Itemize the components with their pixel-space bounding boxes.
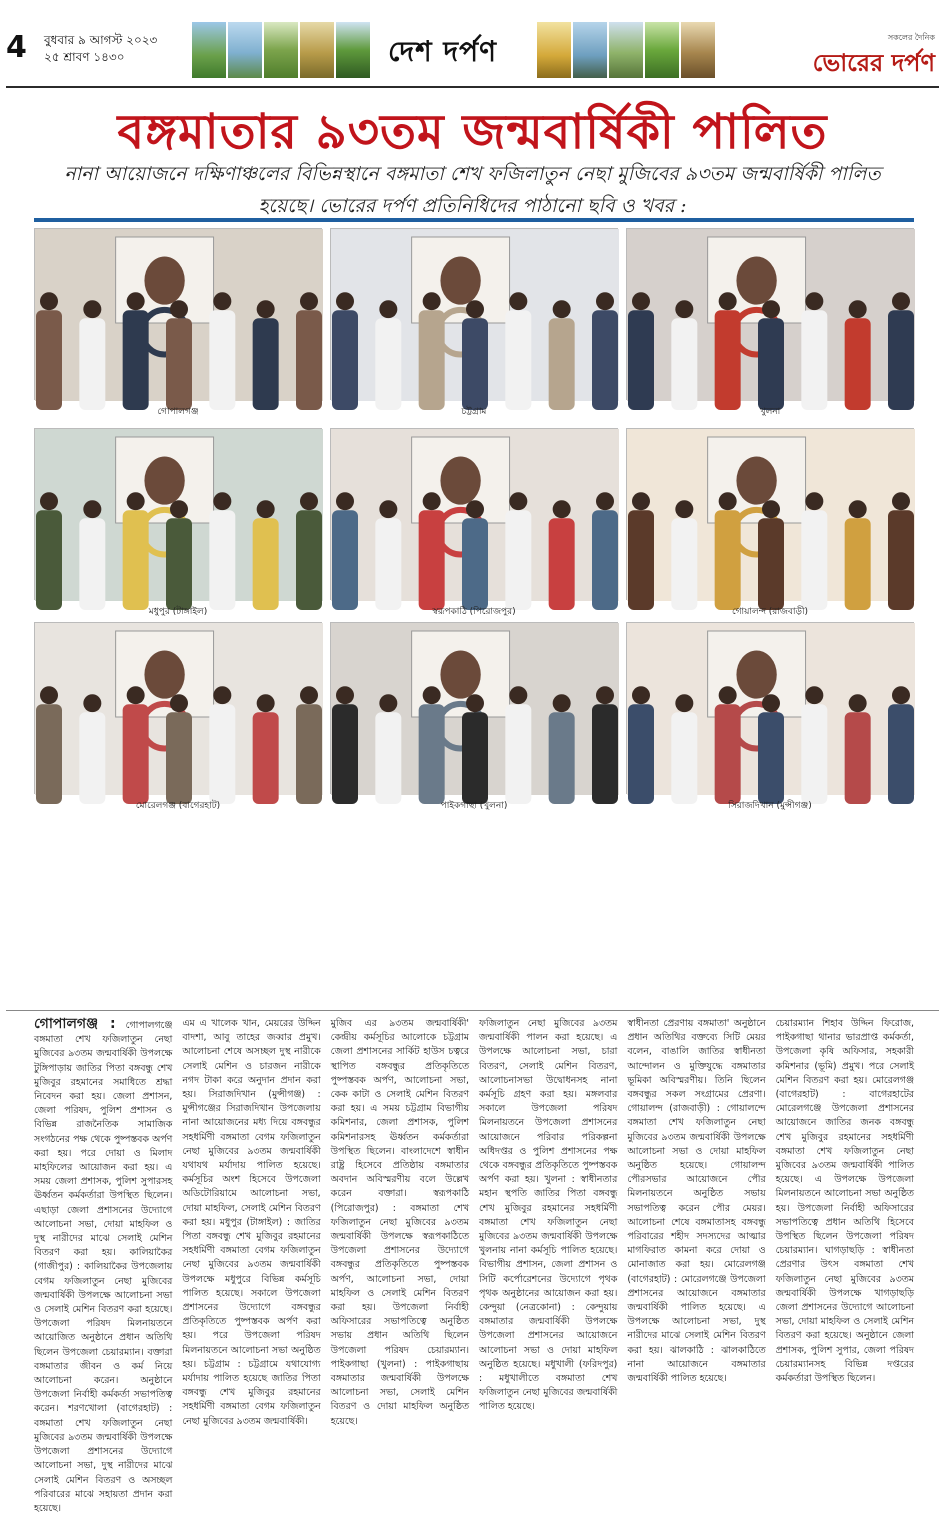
news-photo xyxy=(330,622,618,794)
brand-logo xyxy=(813,32,935,85)
date-gregorian: বুধবার ৯ আগস্ট ২০২৩ xyxy=(44,33,158,47)
body-rule xyxy=(6,1010,939,1011)
header-rule xyxy=(6,86,939,88)
header-photo-fishing xyxy=(573,22,607,78)
date-bangla: ২৫ শ্রাবণ ১৪৩০ xyxy=(44,50,125,64)
photo-caption: পাইকগাছা (খুলনা) xyxy=(440,801,508,811)
brand-name: ভোরের দর্পণ xyxy=(812,48,935,77)
header-photo-river xyxy=(228,22,262,78)
photo-caption: মধুপুর (টাঙ্গাইল) xyxy=(148,607,208,617)
deck: নানা আয়োজনে দক্ষিণাঞ্চলের বিভিন্নস্থানে বঙ্গমাতা শেখ ফজিলাতুন নেছা মুজিবের ৯৩তম জন্মবার্ষিকী পালিত হয়েছে। ভোরের দর্পণ প্রতিনিধিদের পাঠানো ছবি ও খবর : xyxy=(64,163,881,217)
header-photo-market xyxy=(681,22,715,78)
brand-tagline: সকলের দৈনিক xyxy=(887,33,935,42)
news-photo xyxy=(626,622,914,794)
section-title: দেশ দর্পণ xyxy=(388,35,498,68)
column-text: ফজিলাতুন নেছা মুজিবের ৯৩তম জন্মবার্ষিকী পালন করা হয়েছে। এ উপলক্ষে আলোচনা সভা, চারা বিতরণ, সেলাই মেশিন বিতরণ, আলোচনাসভা উদ্বোধনসহ নানা কর্মসূচি গ্রহণ করা হয়। মঙ্গলবার সকালে উপজেলা পরিষদ মিলনায়তনে উপজেলা প্রশাসনের আয়োজনে পরিবার পরিকল্পনা অধিদপ্তর ও পুলিশ প্রশাসনের পক্ষ থেকে বঙ্গবন্ধুর প্রতিকৃতিতে পুষ্পস্তবক অর্পণ করা হয়। খুলনা : স্বাধীনতার মহান স্থপতি জাতির পিতা বঙ্গবন্ধু শেখ মুজিবুর রহমানের সহধর্মিণী বঙ্গমাতা শেখ ফজিলাতুন নেছা মুজিবের ৯৩তম জন্মবার্ষিকী উপলক্ষে খুলনায় নানা কর্মসূচি পালিত হয়েছে। বিভাগীয় প্রশাসন, জেলা প্রশাসন ও সিটি কর্পোরেশনের উদ্যোগে পৃথক পৃথক অনুষ্ঠানের আয়োজন করা হয়। কেন্দুয়া (নেত্রকোনা) : কেন্দুয়ায় বঙ্গমাতার জন্মবার্ষিকী উপলক্ষে উপজেলা প্রশাসনের আয়োজনে আলোচনা সভা ও দোয়া মাহফিল অনুষ্ঠিত হয়েছে। মধুখালী (ফরিদপুর) : মধুখালীতে বঙ্গমাতা শেখ ফজিলাতুন নেছা মুজিবের জন্মবার্ষিকী পালিত হয়েছে। xyxy=(478,1018,618,1413)
headline: বঙ্গমাতার ৯৩তম জন্মবার্ষিকী পালিত xyxy=(117,104,828,160)
masthead xyxy=(0,0,945,86)
news-photo xyxy=(34,428,322,600)
header-photo-strip-left xyxy=(192,22,370,78)
column-text: এম এ খালেক খান, মেয়রের উদ্দিন বাদশা, আবু তাহের জব্বার প্রমুখ। আলোচনা শেষে অসচ্ছল দুস্থ নারীকে সেলাই মেশিন ও চারজন নারীকে নগদ টাকা করে অনুদান প্রদান করা হয়। সিরাজদিখান (মুন্সীগঞ্জ) : মুন্সীগঞ্জের সিরাজদিখান উপজেলায় নানা আয়োজনের মধ্য দিয়ে বঙ্গবন্ধুর সহধর্মিণী বঙ্গমাতা বেগম ফজিলাতুন নেছা মুজিবের ৯৩তম জন্মবার্ষিকী যথাযথ মর্যাদায় পালিত হয়েছে। কর্মসূচির অংশ হিসেবে উপজেলা অডিটোরিয়ামে আলোচনা সভা, দোয়া মাহফিল, সেলাই মেশিন বিতরণ করা হয়। মধুপুর (টাঙ্গাইল) : জাতির পিতা বঙ্গবন্ধু শেখ মুজিবুর রহমানের সহধর্মিণী বঙ্গমাতা বেগম ফজিলাতুন নেছা মুজিবের ৯৩তম জন্মবার্ষিকী উপলক্ষে মধুপুরে বিভিন্ন কর্মসূচি পালিত হয়েছে। সকালে উপজেলা প্রশাসনের উদ্যোগে বঙ্গবন্ধুর প্রতিকৃতিতে পুষ্পস্তবক অর্পণ করা হয়। পরে উপজেলা পরিষদ মিলনায়তনে আলোচনা সভা অনুষ্ঠিত হয়। চট্টগ্রাম : চট্টগ্রামে যথাযোগ্য মর্যাদায় পালিত হয়েছে জাতির পিতা বঙ্গবন্ধু শেখ মুজিবুর রহমানের সহধর্মিণী বঙ্গমাতা বেগম ফজিলাতুন নেছা মুজিবের ৯৩তম জন্মবার্ষিকী। xyxy=(182,1018,321,1427)
header-photo-grain xyxy=(537,22,571,78)
article-body xyxy=(34,1016,914,1514)
column-text: মুজিব এর ৯৩তম জন্মবার্ষিকী' কেন্দ্রীয় কর্মসূচির আলোকে চট্টগ্রাম জেলা প্রশাসনের সার্কিট হাউস চত্বরে স্থাপিত বঙ্গবন্ধুর প্রতিকৃতিতে পুষ্পস্তবক অর্পণ, আলোচনা সভা, কেক কাটা ও সেলাই মেশিন বিতরণ করা হয়। এ সময় চট্টগ্রাম বিভাগীয় কমিশনার, জেলা প্রশাসক, পুলিশ কমিশনারসহ ঊর্ধ্বতন কর্মকর্তারা উপস্থিত ছিলেন। বাংলাদেশে স্বাধীন রাষ্ট্র হিসেবে প্রতিষ্ঠায় বঙ্গমাতার অবদান অবিস্মরণীয় বলে উল্লেখ করেন বক্তারা। স্বরূপকাঠি (পিরোজপুর) : বঙ্গমাতা শেখ ফজিলাতুন নেছা মুজিবের ৯৩তম জন্মবার্ষিকী উপলক্ষে স্বরূপকাঠিতে উপজেলা প্রশাসনের উদ্যোগে বঙ্গবন্ধুর প্রতিকৃতিতে পুষ্পস্তবক অর্পণ, আলোচনা সভা, দোয়া মাহফিল ও সেলাই মেশিন বিতরণ করা হয়। উপজেলা নির্বাহী অফিসারের সভাপতিত্বে অনুষ্ঠিত সভায় প্রধান অতিথি ছিলেন উপজেলা পরিষদ চেয়ারম্যান। পাইকগাছা (খুলনা) : পাইকগাছায় বঙ্গমাতার জন্মবার্ষিকী উপলক্ষে আলোচনা সভা, সেলাই মেশিন বিতরণ ও দোয়া মাহফিল অনুষ্ঠিত হয়েছে। xyxy=(330,1018,469,1427)
accent-bar xyxy=(34,218,914,222)
photo-caption: মোরেলগঞ্জ (বাগেরহাট) xyxy=(135,801,221,811)
news-photo xyxy=(626,228,914,400)
dateline xyxy=(44,32,157,66)
article-column xyxy=(479,1017,617,1447)
header-photo-fruit xyxy=(645,22,679,78)
article-column xyxy=(627,1017,765,1447)
photo-caption: গোপালগঞ্জ xyxy=(157,407,199,417)
article-column xyxy=(776,1017,914,1447)
article-column xyxy=(182,1017,320,1447)
article-column xyxy=(331,1017,469,1447)
photo-caption: খুলনা xyxy=(759,407,781,417)
page-number: 4 xyxy=(6,30,27,65)
article-column xyxy=(34,1016,173,1514)
news-photo xyxy=(34,228,322,400)
news-photo xyxy=(330,428,618,600)
header-photo-trees xyxy=(336,22,370,78)
header-photo-strip-right xyxy=(537,22,715,78)
header-photo-harvest xyxy=(300,22,334,78)
news-photo xyxy=(34,622,322,794)
header-photo-paddy xyxy=(192,22,226,78)
column-text: চেয়ারম্যান শিহাব উদ্দিন ফিরোজ, পাইকগাছা থানার ভারপ্রাপ্ত কর্মকর্তা, উপজেলা কৃষি অফিসার, সহকারী কমিশনার (ভূমি) প্রমুখ। পরে সেলাই মেশিন বিতরণ করা হয়। মোরেলগঞ্জ (বাগেরহাট) : বাগেরহাটের মোরেলগঞ্জে উপজেলা প্রশাসনের আয়োজনে জাতির জনক বঙ্গবন্ধু শেখ মুজিবুর রহমানের সহধর্মিণী বঙ্গমাতা শেখ ফজিলাতুন নেছা মুজিবের ৯৩তম জন্মবার্ষিকী পালিত হয়েছে। এ উপলক্ষে উপজেলা মিলনায়তনে আলোচনা সভা অনুষ্ঠিত হয়। উপজেলা নির্বাহী অফিসারের সভাপতিত্বে প্রধান অতিথি হিসেবে উপস্থিত ছিলেন উপজেলা পরিষদ চেয়ারম্যান। ঘাগড়াছড়ি : স্বাধীনতা প্রেরণার উৎস বঙ্গমাতা শেখ ফজিলাতুন নেছা মুজিবের ৯৩তম জন্মবার্ষিকী উপলক্ষে খাগড়াছড়ি জেলা প্রশাসনের উদ্যোগে আলোচনা সভা, দোয়া মাহফিল ও সেলাই মেশিন বিতরণ করা হয়েছে। অনুষ্ঠানে জেলা প্রশাসক, পুলিশ সুপার, জেলা পরিষদ চেয়ারম্যানসহ বিভিন্ন দপ্তরের কর্মকর্তারা উপস্থিত ছিলেন। xyxy=(775,1018,914,1385)
column-text: গোপালগঞ্জে বঙ্গমাতা শেখ ফজিলাতুন নেছা মুজিবের ৯৩তম জন্মবার্ষিকী উপলক্ষে টুঙ্গিপাড়ায় জাতির পিতা বঙ্গবন্ধু শেখ মুজিবুর রহমানের সমাধিতে শ্রদ্ধা নিবেদন করা হয়। জেলা প্রশাসন, জেলা পরিষদ, পুলিশ প্রশাসন ও বিভিন্ন রাজনৈতিক সামাজিক সংগঠনের পক্ষ থেকে পুষ্পস্তবক অর্পণ করা হয়। পরে দোয়া ও মিলাদ মাহফিলের আয়োজন করা হয়। এ সময় জেলা প্রশাসক, পুলিশ সুপারসহ ঊর্ধ্বতন কর্মকর্তারা উপস্থিত ছিলেন। এছাড়া জেলা প্রশাসনের উদ্যোগে আলোচনা সভা, দোয়া মাহফিল ও দুস্থ নারীদের মাঝে সেলাই মেশিন বিতরণ করা হয়। কালিয়াকৈর (গাজীপুর) : কালিয়াকৈর উপজেলায় বেগম ফজিলাতুন নেছা মুজিবের জন্মবার্ষিকী উপলক্ষে আলোচনা সভা ও সেলাই মেশিন বিতরণ করা হয়েছে। উপজেলা পরিষদ মিলনায়তনে আয়োজিত অনুষ্ঠানে প্রধান অতিথি ছিলেন উপজেলা চেয়ারম্যান। বক্তারা বঙ্গমাতার জীবন ও কর্ম নিয়ে আলোচনা করেন। অনুষ্ঠানে উপজেলা নির্বাহী কর্মকর্তা সভাপতিত্ব করেন। শরণখোলা (বাগেরহাট) : বঙ্গমাতা শেখ ফজিলাতুন নেছা মুজিবের ৯৩তম জন্মবার্ষিকী উপলক্ষে উপজেলা প্রশাসনের উদ্যোগে আলোচনা সভা, দুস্থ নারীদের মাঝে সেলাই মেশিন বিতরণ ও অসচ্ছল পরিবারের মাঝে সহায়তা প্রদান করা হয়েছে। xyxy=(34,1020,173,1514)
photo-caption: চট্টগ্রাম xyxy=(461,407,487,417)
column-text: স্বাধীনতা প্রেরণায় বঙ্গমাতা' অনুষ্ঠানে প্রধান অতিথির বক্তব্যে সিটি মেয়র বলেন, বাঙালি জাতির স্বাধীনতা আন্দোলন ও মুক্তিযুদ্ধে বঙ্গমাতার ভূমিকা অবিস্মরণীয়। তিনি ছিলেন বঙ্গবন্ধুর সকল সংগ্রামের প্রেরণা। গোয়ালন্দ (রাজবাড়ী) : গোয়ালন্দে বঙ্গমাতা শেখ ফজিলাতুন নেছা মুজিবের ৯৩তম জন্মবার্ষিকী উপলক্ষে আলোচনা সভা ও দোয়া মাহফিল অনুষ্ঠিত হয়েছে। গোয়ালন্দ পৌরসভার আয়োজনে পৌর মিলনায়তনে অনুষ্ঠিত সভায় সভাপতিত্ব করেন পৌর মেয়র। আলোচনা শেষে বঙ্গমাতাসহ বঙ্গবন্ধু পরিবারের শহীদ সদস্যদের আত্মার মাগফিরাত কামনা করে দোয়া ও মোনাজাত করা হয়। মোরেলগঞ্জ (বাগেরহাট) : মোরেলগঞ্জে উপজেলা প্রশাসনের আয়োজনে বঙ্গমাতার জন্মবার্ষিকী পালিত হয়েছে। এ উপলক্ষে আলোচনা সভা, দুস্থ নারীদের মাঝে সেলাই মেশিন বিতরণ করা হয়। ঝালকাঠি : ঝালকাঠিতে নানা আয়োজনে বঙ্গমাতার জন্মবার্ষিকী পালিত হয়েছে। xyxy=(627,1018,766,1385)
photo-caption: সিরাজদিখান (মুন্সীগঞ্জ) xyxy=(728,801,812,811)
news-photo xyxy=(330,228,618,400)
header-photo-farmer xyxy=(609,22,643,78)
photo-caption: স্বরূপকাঠি (পিরোজপুর) xyxy=(432,607,516,617)
header-photo-field xyxy=(264,22,298,78)
column-lead: গোপালগঞ্জ : xyxy=(34,1016,116,1032)
news-photo xyxy=(626,428,914,600)
photo-caption: গোয়ালন্দ (রাজবাড়ী) xyxy=(731,607,809,617)
